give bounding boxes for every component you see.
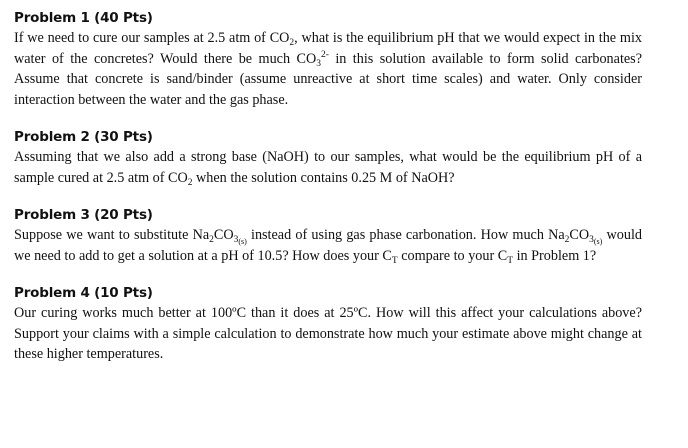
subscript: T — [391, 255, 398, 266]
superscript: 2- — [320, 49, 329, 60]
problem-4 — [14, 283, 642, 365]
subscript: 2 — [209, 235, 214, 245]
problem-2-text — [14, 147, 642, 188]
text-run: when the solution contains 0.25 M of NaOH? — [192, 169, 455, 186]
phase-subscript: (s) — [238, 237, 247, 246]
subscript: 3 — [233, 235, 239, 245]
text-run: Suppose we want to substitute Na — [14, 227, 210, 243]
text-run: Assuming that we also add a strong base (NaOH) to our samples, what would be the equilibrium pH of a sample cured at 2.5 atm of CO — [14, 149, 642, 186]
text-run: , what is the equilibrium pH that we would expect in the mix water of the concretes? Would there be much CO — [14, 30, 642, 67]
text-run: Our curing works much better at 100ºC than it does at 25ºC. How will this affect your calculations above? Support your claims with a simple calculation to demonstrate how much your estimate above might change at these higher temperatures. — [14, 305, 642, 362]
problem-set — [14, 8, 642, 365]
subscript: 3 — [589, 235, 594, 245]
text-run: compare to your C — [397, 247, 508, 264]
subscript: T — [507, 255, 514, 266]
phase-subscript: (s) — [593, 237, 603, 246]
problem-4-text — [14, 303, 642, 365]
problem-2-heading: Problem 2 (30 Pts) — [14, 129, 153, 145]
subscript: 2 — [564, 235, 570, 245]
text-run: in Problem 1? — [513, 247, 597, 264]
text-run: in this solution available to form solid carbonates? Assume that concrete is sand/binder (assume unreactive at short time scales) and water. Only consider interaction between the water and the gas phase. — [14, 50, 642, 108]
text-run: CO — [213, 227, 234, 243]
problem-3-text — [14, 225, 642, 266]
problem-3 — [14, 205, 642, 266]
problem-1 — [14, 8, 642, 110]
text-run: instead of using gas phase carbonation. How much Na — [246, 227, 565, 243]
text-run: If we need to cure our samples at 2.5 atm of CO — [14, 30, 290, 46]
problem-2 — [14, 127, 642, 188]
problem-4-heading: Problem 4 (10 Pts) — [14, 285, 153, 301]
text-run: would we need to add to get a solution at a pH of 10.5? How does your C — [14, 227, 643, 264]
subscript: 2 — [187, 177, 193, 188]
text-run: CO — [569, 227, 590, 243]
subscript: 2 — [289, 38, 295, 48]
subscript: 3 — [316, 58, 321, 69]
problem-3-heading: Problem 3 (20 Pts) — [14, 207, 153, 223]
problem-1-text — [14, 28, 642, 110]
problem-1-heading: Problem 1 (40 Pts) — [14, 10, 153, 26]
